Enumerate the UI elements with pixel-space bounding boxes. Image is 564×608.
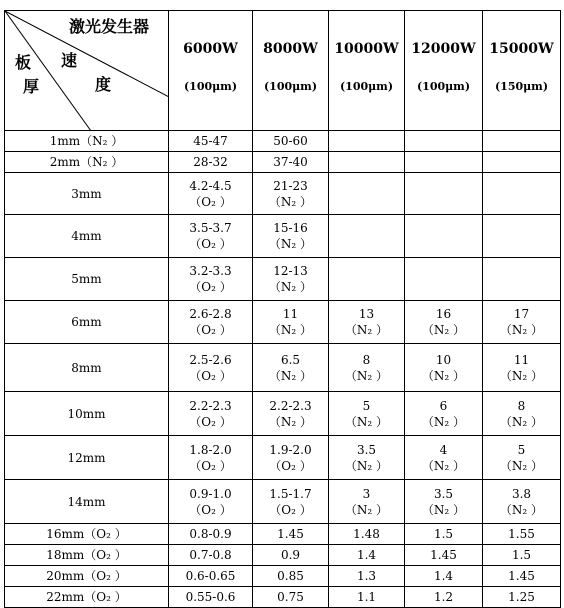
thickness-cell: 22mm（O₂ ） — [5, 587, 169, 608]
speed-value: 1.9-2.0 — [269, 442, 312, 457]
speed-value: 1.55 — [508, 527, 535, 541]
thickness-cell: 16mm（O₂ ） — [5, 524, 169, 545]
table-row — [5, 344, 561, 392]
speed-cell — [483, 480, 561, 524]
thickness-cell: 10mm — [5, 392, 169, 436]
speed-cell — [169, 545, 253, 566]
gas-label: （O₂ ） — [189, 323, 232, 337]
thickness-cell: 14mm — [5, 480, 169, 524]
gas-label: （N₂ ） — [268, 280, 313, 294]
speed-value: 50-60 — [273, 134, 308, 148]
speed-cell — [329, 152, 405, 173]
speed-value: 28-32 — [193, 155, 228, 169]
speed-cell — [169, 566, 253, 587]
table-body — [5, 11, 561, 608]
speed-cell — [483, 301, 561, 344]
speed-value: 6.5 — [280, 352, 301, 367]
gas-label: （O₂ ） — [189, 414, 232, 429]
speed-cell — [253, 566, 329, 587]
plate-label-part2: 厚 — [23, 77, 40, 96]
speed-value: 11 — [282, 307, 299, 321]
speed-cell — [405, 524, 483, 545]
speed-cell — [483, 173, 561, 215]
speed-value: 45-47 — [193, 134, 228, 148]
gas-label: （N₂ ） — [268, 323, 313, 337]
speed-label-part2: 度 — [95, 75, 112, 94]
thickness-cell: 20mm（O₂ ） — [5, 566, 169, 587]
speed-value: 5 — [517, 442, 526, 457]
speed-cell — [253, 545, 329, 566]
gas-label: （N₂ ） — [421, 368, 466, 383]
thickness-cell: 8mm — [5, 344, 169, 392]
table-row — [5, 524, 561, 545]
speed-cell — [405, 152, 483, 173]
speed-value: 2.5-2.6 — [189, 352, 232, 367]
speed-cell — [405, 301, 483, 344]
power-header-6000w — [169, 11, 253, 131]
table-row — [5, 131, 561, 152]
speed-value: 0.9 — [280, 548, 301, 562]
speed-cell — [169, 480, 253, 524]
speed-cell — [253, 152, 329, 173]
beam-label: (100μm) — [263, 80, 318, 93]
speed-value: 17 — [513, 307, 530, 321]
power-header-10000w — [329, 11, 405, 131]
gas-label: （O₂ ） — [269, 502, 312, 517]
speed-cell — [405, 215, 483, 258]
gas-label: （N₂ ） — [344, 458, 389, 473]
speed-value: 11 — [513, 352, 530, 367]
speed-cell — [253, 215, 329, 258]
speed-cell — [169, 344, 253, 392]
speed-cell — [329, 436, 405, 480]
thickness-cell: 2mm（N₂ ） — [5, 152, 169, 173]
table-row — [5, 392, 561, 436]
table-row — [5, 215, 561, 258]
speed-cell — [329, 480, 405, 524]
speed-cell — [483, 215, 561, 258]
thickness-cell: 3mm — [5, 173, 169, 215]
speed-value: 8 — [517, 398, 526, 413]
speed-value: 0.6-0.65 — [185, 569, 236, 583]
speed-value: 0.9-1.0 — [189, 486, 232, 501]
gas-label: （N₂ ） — [344, 368, 389, 383]
thickness-cell: 5mm — [5, 258, 169, 301]
gas-label: （N₂ ） — [344, 414, 389, 429]
thickness-cell: 4mm — [5, 215, 169, 258]
speed-value: 1.4 — [433, 569, 454, 583]
header-row — [5, 11, 561, 131]
speed-cell — [329, 545, 405, 566]
speed-value: 1.48 — [353, 527, 380, 541]
gas-label: （N₂ ） — [499, 414, 544, 429]
speed-value: 1.5 — [433, 527, 454, 541]
speed-cell — [169, 152, 253, 173]
laser-cutting-speed-table — [4, 10, 561, 608]
speed-cell — [169, 436, 253, 480]
speed-cell — [483, 545, 561, 566]
power-header-8000w — [253, 11, 329, 131]
speed-value: 12-13 — [273, 264, 308, 278]
speed-cell — [169, 131, 253, 152]
speed-cell — [483, 524, 561, 545]
speed-cell — [169, 173, 253, 215]
speed-cell — [483, 152, 561, 173]
speed-cell — [253, 131, 329, 152]
power-header-15000w — [483, 11, 561, 131]
gas-label: （N₂ ） — [268, 237, 313, 251]
gas-label: （O₂ ） — [189, 194, 232, 209]
speed-value: 1.4 — [356, 548, 377, 562]
speed-value: 2.2-2.3 — [189, 398, 232, 413]
speed-cell — [329, 566, 405, 587]
speed-cell — [405, 258, 483, 301]
table-row — [5, 545, 561, 566]
table-row — [5, 566, 561, 587]
speed-value: 2.6-2.8 — [189, 307, 232, 321]
speed-value: 16 — [435, 307, 452, 321]
gas-label: （N₂ ） — [421, 323, 466, 337]
power-label: 12000W — [411, 41, 476, 57]
gas-label: （N₂ ） — [344, 502, 389, 517]
speed-cell — [405, 392, 483, 436]
beam-label: (100μm) — [339, 80, 394, 93]
speed-value: 21-23 — [273, 178, 308, 193]
speed-value: 1.45 — [277, 527, 304, 541]
gas-label: （N₂ ） — [499, 458, 544, 473]
speed-cell — [253, 258, 329, 301]
speed-value: 3.5 — [356, 442, 377, 457]
gas-label: （N₂ ） — [421, 458, 466, 473]
table-row — [5, 301, 561, 344]
thickness-cell: 12mm — [5, 436, 169, 480]
speed-cell — [253, 301, 329, 344]
speed-cell — [329, 392, 405, 436]
speed-value: 0.75 — [277, 590, 304, 604]
speed-cell — [329, 258, 405, 301]
speed-value: 2.2-2.3 — [269, 398, 312, 413]
speed-value: 3 — [362, 486, 371, 501]
table-row — [5, 173, 561, 215]
speed-value: 3.2-3.3 — [189, 264, 232, 278]
speed-cell — [483, 258, 561, 301]
speed-cell — [405, 436, 483, 480]
gas-label: （O₂ ） — [189, 280, 232, 294]
gas-label: （N₂ ） — [421, 502, 466, 517]
speed-cell — [405, 566, 483, 587]
gas-label: （O₂ ） — [189, 368, 232, 383]
speed-value: 3.5 — [433, 486, 454, 501]
speed-value: 1.45 — [508, 569, 535, 583]
thickness-cell: 1mm（N₂ ） — [5, 131, 169, 152]
table-row — [5, 436, 561, 480]
gas-label: （N₂ ） — [499, 368, 544, 383]
speed-value: 1.8-2.0 — [189, 442, 232, 457]
speed-value: 0.8-0.9 — [189, 527, 232, 541]
speed-value: 1.2 — [433, 590, 454, 604]
speed-cell — [253, 524, 329, 545]
table-row — [5, 587, 561, 608]
speed-value: 1.45 — [430, 548, 457, 562]
speed-cell — [483, 587, 561, 608]
gas-label: （O₂ ） — [189, 237, 232, 251]
speed-cell — [329, 215, 405, 258]
speed-value: 1.1 — [356, 590, 377, 604]
speed-value: 1.25 — [508, 590, 535, 604]
speed-cell — [169, 587, 253, 608]
power-label: 10000W — [334, 41, 399, 57]
speed-value: 15-16 — [273, 221, 308, 235]
beam-label: (100μm) — [183, 80, 238, 93]
speed-cell — [169, 258, 253, 301]
table-row — [5, 152, 561, 173]
speed-cell — [169, 215, 253, 258]
speed-label-part1: 速 — [61, 51, 78, 70]
speed-cell — [329, 524, 405, 545]
speed-cell — [483, 566, 561, 587]
speed-cell — [483, 436, 561, 480]
gas-label: （N₂ ） — [268, 194, 313, 209]
thickness-cell: 18mm（O₂ ） — [5, 545, 169, 566]
speed-cell — [253, 173, 329, 215]
gas-label: （N₂ ） — [344, 323, 389, 337]
speed-value: 0.85 — [277, 569, 304, 583]
speed-cell — [169, 392, 253, 436]
speed-value: 1.3 — [356, 569, 377, 583]
gas-label: （N₂ ） — [499, 502, 544, 517]
speed-cell — [169, 524, 253, 545]
speed-value: 8 — [362, 352, 371, 367]
speed-cell — [253, 392, 329, 436]
speed-value: 37-40 — [273, 155, 308, 169]
speed-cell — [483, 131, 561, 152]
speed-cell — [405, 545, 483, 566]
gas-label: （O₂ ） — [269, 458, 312, 473]
speed-cell — [329, 344, 405, 392]
speed-cell — [329, 173, 405, 215]
speed-value: 1.5 — [511, 548, 532, 562]
speed-cell — [329, 131, 405, 152]
gas-label: （O₂ ） — [189, 502, 232, 517]
speed-cell — [329, 301, 405, 344]
power-label: 8000W — [263, 41, 318, 57]
speed-cell — [483, 392, 561, 436]
speed-value: 0.7-0.8 — [189, 548, 232, 562]
table-row — [5, 258, 561, 301]
gas-label: （N₂ ） — [421, 414, 466, 429]
power-label: 15000W — [489, 41, 554, 57]
speed-cell — [405, 344, 483, 392]
speed-cell — [169, 301, 253, 344]
speed-value: 0.55-0.6 — [185, 590, 236, 604]
beam-label: (150μm) — [494, 80, 549, 93]
thickness-cell: 6mm — [5, 301, 169, 344]
beam-label: (100μm) — [416, 80, 471, 93]
plate-label-part1: 板 — [15, 53, 32, 72]
speed-value: 5 — [362, 398, 371, 413]
speed-value: 4.2-4.5 — [189, 178, 232, 193]
speed-cell — [253, 436, 329, 480]
speed-value: 10 — [435, 352, 452, 367]
power-header-12000w — [405, 11, 483, 131]
gas-label: （N₂ ） — [268, 414, 313, 429]
speed-value: 4 — [439, 442, 448, 457]
table-row — [5, 480, 561, 524]
speed-cell — [483, 344, 561, 392]
speed-value: 6 — [439, 398, 448, 413]
gas-label: （N₂ ） — [499, 323, 544, 337]
speed-cell — [253, 344, 329, 392]
speed-cell — [253, 480, 329, 524]
speed-cell — [405, 131, 483, 152]
power-label: 6000W — [183, 41, 238, 57]
laser-generator-label: 激光发生器 — [69, 17, 150, 36]
diagonal-header-cell — [5, 11, 169, 131]
speed-value: 13 — [358, 307, 375, 321]
speed-value: 3.5-3.7 — [189, 221, 232, 235]
speed-cell — [405, 173, 483, 215]
speed-cell — [405, 587, 483, 608]
speed-value: 1.5-1.7 — [269, 486, 312, 501]
speed-cell — [329, 587, 405, 608]
gas-label: （N₂ ） — [268, 368, 313, 383]
gas-label: （O₂ ） — [189, 458, 232, 473]
speed-value: 3.8 — [511, 486, 532, 501]
speed-cell — [405, 480, 483, 524]
speed-cell — [253, 587, 329, 608]
